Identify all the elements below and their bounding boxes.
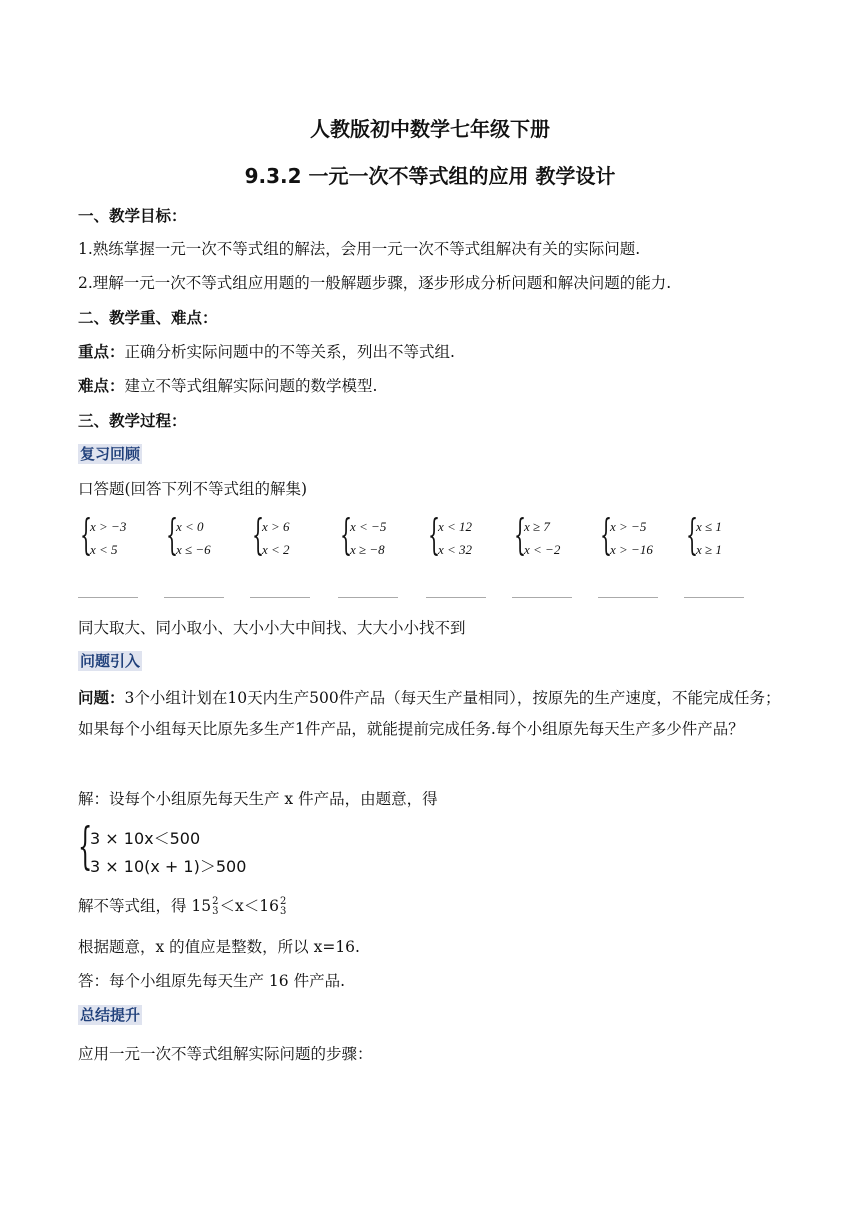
brace-symbol: { xyxy=(514,510,527,559)
brace-symbol: { xyxy=(600,510,613,559)
brace-symbol: { xyxy=(686,510,699,559)
summary-tag: 总结提升 xyxy=(80,1006,141,1024)
inequality: x ≥ 7 xyxy=(524,519,550,534)
inequality-system xyxy=(340,510,418,560)
inequality: x ≥ −8 xyxy=(350,542,385,557)
document-title: 人教版初中数学七年级下册 xyxy=(310,117,550,141)
summary-text: 应用一元一次不等式组解实际问题的步骤： xyxy=(78,1045,373,1063)
inequality: x < 32 xyxy=(438,542,473,557)
key-point-line xyxy=(78,340,455,362)
brace-symbol: { xyxy=(78,817,93,875)
difficulty-text: 建立不等式组解实际问题的数学模型. xyxy=(124,377,378,395)
fraction-two-thirds: 2 3 xyxy=(212,896,219,917)
inequality: x < 0 xyxy=(176,519,204,534)
solution-intro: 解：设每个小组原先每天生产 x 件产品，由题意，得 xyxy=(78,790,438,808)
conclusion-line: 根据题意，x 的值应是整数，所以 x=16. xyxy=(78,938,360,956)
inequality: x < 5 xyxy=(90,542,118,557)
problem-paragraph xyxy=(78,683,784,745)
inequality: x > −5 xyxy=(610,519,647,534)
inequality-system xyxy=(252,510,330,560)
section-heading-process: 三、教学过程： xyxy=(78,412,187,430)
equation-1: 3 × 10x＜500 xyxy=(90,829,201,848)
review-tag: 复习回顾 xyxy=(80,445,141,463)
brace-symbol: { xyxy=(252,510,265,559)
document-subtitle: 9.3.2 一元一次不等式组的应用 教学设计 xyxy=(244,164,616,188)
fraction-two-thirds: 2 3 xyxy=(280,896,287,917)
inequality-system xyxy=(428,510,506,560)
inequality: x > −3 xyxy=(90,519,127,534)
answer-blank xyxy=(250,597,310,598)
inequality-system xyxy=(600,510,678,560)
intro-tag: 问题引入 xyxy=(80,652,141,670)
section-heading-key-points: 二、教学重、难点： xyxy=(78,309,218,327)
problem-label: 问题： xyxy=(78,689,125,707)
inequality: x ≤ −6 xyxy=(176,542,211,557)
equation-2: 3 × 10(x + 1)＞500 xyxy=(90,857,247,876)
brace-symbol: { xyxy=(340,510,353,559)
brace-symbol: { xyxy=(166,510,179,559)
inequality: x < 2 xyxy=(262,542,290,557)
inequality-system xyxy=(686,510,764,560)
inequality: x ≥ 1 xyxy=(696,542,722,557)
answer-blank xyxy=(598,597,658,598)
inequality: x > 6 xyxy=(262,519,290,534)
section-heading-objectives: 一、教学目标： xyxy=(78,207,187,225)
inequality: x > −16 xyxy=(610,542,653,557)
problem-text: 3个小组计划在10天内生产500件产品（每天生产量相同），按原先的生产速度，不能完成任务；如果每个小组每天比原先多生产1件产品，就能提前完成任务.每个小组原先每天生产多少件产品？ xyxy=(78,689,781,738)
key-point-label: 重点： xyxy=(78,343,125,361)
equation-system xyxy=(78,817,298,880)
answer-blank xyxy=(684,597,744,598)
inequality-system xyxy=(166,510,244,560)
rule-mnemonic: 同大取大、同小取小、大小小大中间找、大大小小找不到 xyxy=(78,619,466,637)
difficulty-label: 难点： xyxy=(78,377,125,395)
brace-symbol: { xyxy=(80,510,93,559)
inequality: x < −2 xyxy=(524,542,561,557)
answer-blank xyxy=(338,597,398,598)
difficulty-line xyxy=(78,374,377,396)
objective-item-1: 1.熟练掌握一元一次不等式组的解法，会用一元一次不等式组解决有关的实际问题. xyxy=(78,240,641,258)
answer-blank xyxy=(426,597,486,598)
inequality: x ≤ 1 xyxy=(696,519,722,534)
inequality-system xyxy=(80,510,158,560)
inequality: x < 12 xyxy=(438,519,473,534)
review-intro: 口答题(回答下列不等式组的解集) xyxy=(78,480,308,498)
brace-symbol: { xyxy=(428,510,441,559)
inequality-system xyxy=(514,510,592,560)
answer-blank xyxy=(78,597,138,598)
objective-item-2: 2.理解一元一次不等式组应用题的一般解题步骤，逐步形成分析问题和解决问题的能力. xyxy=(78,274,672,292)
answer-line: 答：每个小组原先每天生产 16 件产品. xyxy=(78,972,346,990)
answer-blank xyxy=(512,597,572,598)
key-point-text: 正确分析实际问题中的不等关系，列出不等式组. xyxy=(124,343,455,361)
inequality: x < −5 xyxy=(350,519,387,534)
answer-blank xyxy=(164,597,224,598)
solution-result: 解不等式组，得 15 2 3 ＜x＜16 2 3 xyxy=(78,896,287,917)
